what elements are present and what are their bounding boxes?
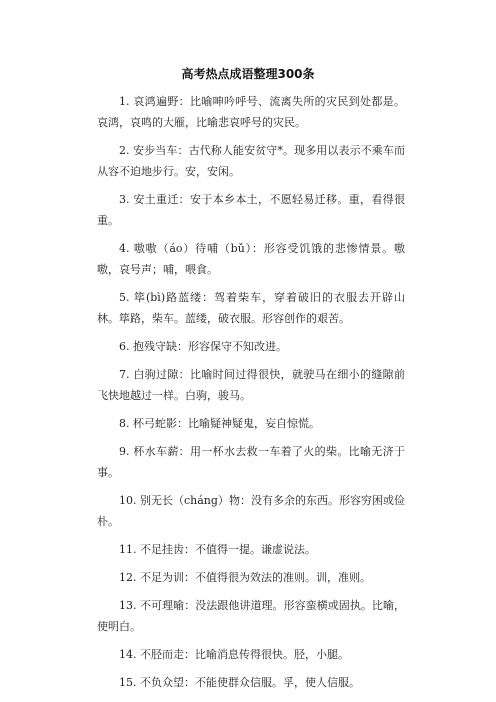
document-title: 高考热点成语整理300条	[181, 67, 315, 81]
idiom-entry-6: 6. 抱残守缺：形容保守不知改进。	[119, 340, 287, 353]
idiom-entry-5: 5. 筚(bì)路蓝缕：驾着柴车，穿着破旧的衣服去开辟山林。筚路，柴车。蓝缕，破衣服。形容创作的艰苦。	[97, 291, 405, 325]
idiom-list	[97, 91, 405, 700]
idiom-entry-8: 8. 杯弓蛇影：比喻疑神疑鬼，妄自惊慌。	[119, 417, 320, 430]
idiom-entry-10: 10. 别无长（cháng）物：没有多余的东西。形容穷困或俭朴。	[97, 494, 405, 528]
idiom-entry-1: 1. 哀鸿遍野：比喻呻吟呼号、流离失所的灾民到处都是。哀鸿，哀鸣的大雁，比喻悲哀呼号的灾民。	[97, 95, 405, 129]
idiom-entry-15: 15. 不负众望：不能使群众信服。孚，使人信服。	[119, 676, 360, 689]
idiom-entry-11: 11. 不足挂齿：不值得一提。谦虚说法。	[119, 543, 316, 556]
idiom-entry-13: 13. 不可理喻：没法跟他讲道理。形容蛮横或固执。比喻，使明白。	[97, 599, 405, 633]
idiom-entry-9: 9. 杯水车薪：用一杯水去救一车着了火的柴。比喻无济于事。	[97, 445, 405, 479]
idiom-entry-14: 14. 不胫而走：比喻消息传得很快。胫，小腿。	[119, 648, 349, 661]
idiom-entry-4: 4. 嗷嗷（áo）待哺（bǔ）：形容受饥饿的悲惨情景。嗷嗷，哀号声；哺，喂食。	[97, 242, 405, 276]
idiom-entry-2: 2. 安步当车：古代称人能安贫守*。现多用以表示不乘车而从容不迫地步行。安，安闲。	[97, 144, 405, 178]
idiom-entry-3: 3. 安土重迁：安于本乡本土，不愿轻易迁移。重，看得很重。	[97, 193, 405, 227]
idiom-entry-7: 7. 白驹过隙：比喻时间过得很快，就驶马在细小的缝隙前飞快地越过一样。白驹，骏马。	[97, 368, 405, 402]
idiom-entry-12: 12. 不足为训：不值得很为效法的准则。训，准则。	[119, 571, 371, 584]
